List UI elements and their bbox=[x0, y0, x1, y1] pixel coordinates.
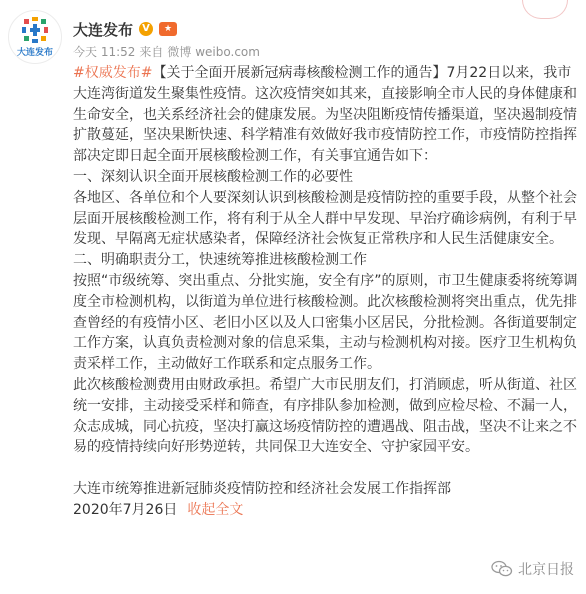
section2-heading: 二、明确职责分工，快速统筹推进核酸检测工作 bbox=[73, 252, 367, 269]
section1-body: 各地区、各单位和个人要深刻认识到核酸检测是疫情防控的重要手段，从整个社会层面开展核酸检测工作，将有利于从全人群中早发现、早治疗确诊病例，有利于早发现、早隔离无症状感染者，保障经济社会恢复正常秩序和人民生活健康安全。 bbox=[73, 189, 577, 248]
post-time[interactable]: 今天 11:52 bbox=[73, 45, 136, 59]
wechat-icon bbox=[491, 560, 513, 578]
member-badge-icon[interactable]: ★ bbox=[159, 22, 177, 36]
source-prefix: 来自 bbox=[139, 45, 164, 59]
corner-stamp bbox=[522, 0, 568, 19]
account-name[interactable]: 大连发布 bbox=[73, 20, 134, 39]
logo-text: 大连发布 bbox=[16, 48, 53, 58]
intro-text: 【关于全面开展新冠病毒核酸检测工作的通告】7月22日以来，我市大连湾街道发生聚集性疫情。这次疫情突如其来，直接影响全市人民的身体健康和生命安全，也关系经济社会的健康发展。为坚决阻断疫情传播渠道，坚决遏制疫情扩散蔓延，坚决果断快速、科学精准有效做好我市疫情防控工作，市疫情防控指挥部决定即日起全面开展核酸检测工作，有关事宜通告如下： bbox=[73, 65, 577, 165]
intro-paragraph bbox=[73, 63, 579, 167]
watermark bbox=[491, 559, 574, 579]
author-row bbox=[73, 18, 177, 40]
hashtag-link[interactable]: #权威发布# bbox=[73, 65, 153, 81]
verified-icon[interactable]: V bbox=[139, 22, 153, 36]
signature: 大连市统筹推进新冠肺炎疫情防控和经济社会发展工作指挥部 bbox=[73, 480, 451, 497]
date-row bbox=[73, 500, 579, 521]
blank-line bbox=[73, 458, 579, 479]
post-date: 2020年7月26日 bbox=[73, 501, 178, 518]
section2-body: 按照“市级统筹、突出重点、分批实施，安全有序”的原则，市卫生健康委将统筹调度全市检测机构，以街道为单位进行核酸检测。此次核酸检测将突出重点，优先排查曾经的有疫情小区、老旧小区以及人口密集小区居民，分批检测。各街道要制定工作方案，认真负责检测对象的信息采集，主动与检测机构对接。医疗卫生机构负责采样工作，主动做好工作联系和定点服务工作。 bbox=[73, 272, 578, 373]
watermark-text: 北京日报 bbox=[518, 562, 574, 578]
post-source[interactable]: 微博 weibo.com bbox=[167, 45, 260, 59]
paragraph-3: 此次核酸检测费用由财政承担。希望广大市民朋友们，打消顾虑，听从街道、社区统一安排，主动接受采样和筛查，有序排队参加检测，做到应检尽检、不漏一人，众志成城，同心抗疫，坚决打赢这场疫情防控的遭遇战、阻击战，坚决不让来之不易的疫情持续向好形势逆转，共同保卫大连安全、守护家园平安。 bbox=[73, 376, 577, 456]
section1-heading: 一、深刻认识全面开展核酸检测工作的必要性 bbox=[73, 168, 353, 185]
post-body bbox=[73, 63, 579, 521]
dalian-logo-icon bbox=[21, 16, 49, 44]
post-meta bbox=[73, 43, 260, 60]
collapse-full-text-link[interactable]: 收起全文 bbox=[187, 501, 244, 518]
account-avatar[interactable] bbox=[8, 10, 62, 64]
